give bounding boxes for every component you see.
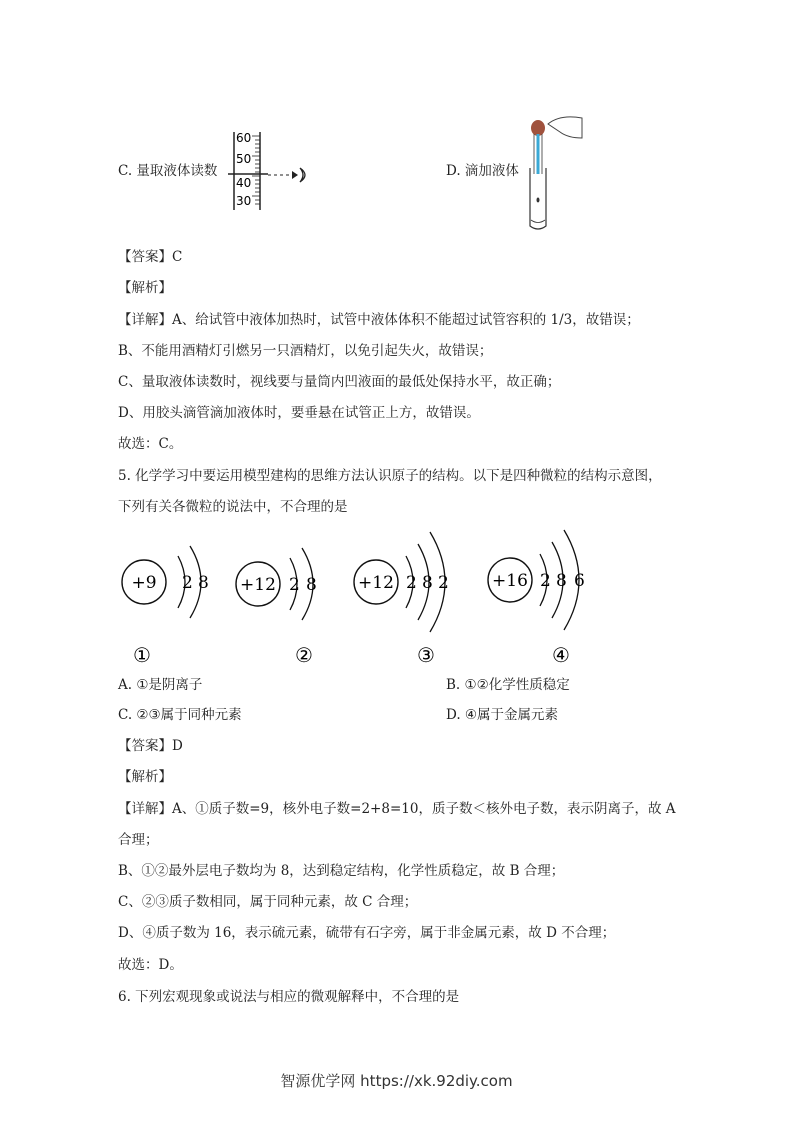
q5-option-a: A. ①是阴离子: [118, 677, 203, 693]
q5-detail-line: 【详解】A、①质子数=9，核外电子数=2+8=10，质子数＜核外电子数，表示阴离子，故 A: [118, 801, 676, 817]
atomic-structure-diagrams: [110, 528, 630, 668]
particle-label-3: ③: [417, 643, 435, 667]
particle-4: [488, 530, 585, 630]
nucleus-charge: +12: [358, 573, 394, 593]
nucleus-charge: +16: [492, 571, 528, 591]
particle-1: [122, 546, 209, 618]
q4-conclusion: 故选：C。: [118, 436, 183, 452]
q5-detail-line: C、②③质子数相同，属于同种元素，故 C 合理；: [118, 894, 418, 910]
footer-watermark[interactable]: 智源优学网 https://xk.92diy.com: [280, 1072, 513, 1090]
option-c-label: C. 量取液体读数: [118, 163, 218, 179]
shell-electrons: 2: [438, 573, 449, 593]
q5-stem-line2: 下列有关各微粒的说法中，不合理的是: [118, 499, 348, 515]
nucleus-charge: +9: [131, 573, 157, 593]
q5-detail-line: 合理；: [118, 832, 159, 848]
particle-label-4: ④: [552, 643, 570, 667]
q4-detail-line: C、量取液体读数时，视线要与量筒内凹液面的最低处保持水平，故正确；: [118, 374, 561, 390]
tick-60: 60: [236, 131, 252, 145]
shell-electrons: 2: [289, 575, 300, 595]
tick-30: 30: [236, 194, 252, 208]
particle-3: [354, 532, 449, 632]
q5-detail-line: D、④质子数为 16，表示硫元素，硫带有石字旁，属于非金属元素，故 D 不合理；: [118, 925, 616, 941]
q4-analysis-header: 【解析】: [118, 280, 172, 296]
q5-conclusion: 故选：D。: [118, 957, 183, 973]
q5-detail-line: B、①②最外层电子数均为 8，达到稳定结构，化学性质稳定，故 B 合理；: [118, 863, 565, 879]
eye-icon: [300, 168, 305, 182]
q4-detail-line: 【详解】A、给试管中液体加热时，试管中液体体积不能超过试管容积的 1/3，故错误；: [118, 312, 640, 328]
shell-electrons: 2: [540, 571, 551, 591]
shell-electrons: 2: [182, 573, 193, 593]
particle-label-1: ①: [133, 643, 151, 667]
nucleus-charge: +12: [240, 575, 276, 595]
shell-electrons: 6: [574, 571, 585, 591]
q5-option-c: C. ②③属于同种元素: [118, 707, 242, 723]
tick-40: 40: [236, 176, 252, 190]
option-d-label: D. 滴加液体: [446, 163, 519, 179]
q5-analysis-header: 【解析】: [118, 769, 172, 785]
q5-answer: 【答案】D: [118, 738, 183, 754]
dropper-test-tube-figure: [520, 112, 592, 234]
particle-label-2: ②: [295, 643, 313, 667]
q4-detail-line: B、不能用酒精灯引燃另一只酒精灯，以免引起失火，故错误；: [118, 343, 493, 359]
graduated-cylinder-figure: [228, 128, 318, 214]
dropper-bulb-icon: [531, 120, 545, 136]
q4-answer: 【答案】C: [118, 249, 183, 265]
shell-electrons: 2: [406, 573, 417, 593]
particle-2: [236, 548, 317, 620]
q5-option-b: B. ①②化学性质稳定: [446, 677, 570, 693]
tick-50: 50: [236, 152, 252, 166]
q5-option-d: D. ④属于金属元素: [446, 707, 559, 723]
shell-electrons: 8: [198, 573, 209, 593]
q5-stem-line1: 5. 化学学习中要运用模型建构的思维方法认识原子的结构。以下是四种微粒的结构示意图，: [118, 468, 662, 484]
shell-electrons: 8: [556, 571, 567, 591]
q6-stem: 6. 下列宏观现象或说法与相应的微观解释中，不合理的是: [118, 989, 460, 1005]
shell-electrons: 8: [422, 573, 433, 593]
shell-electrons: 8: [306, 575, 317, 595]
hand-icon: [548, 117, 582, 138]
q4-detail-line: D、用胶头滴管滴加液体时，要垂悬在试管正上方，故错误。: [118, 405, 480, 421]
